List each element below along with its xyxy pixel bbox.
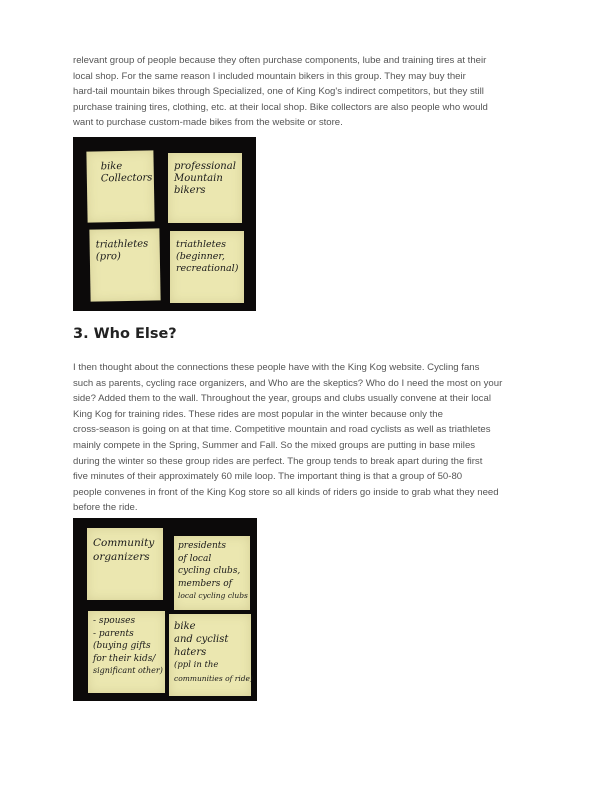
sticky-note-community-organizers: Community organizers [87,528,163,600]
sticky-note-mountain-bikers: professional Mountain bikers [168,153,242,223]
sticky-note-triathletes-recreational: triathletes (beginner, recreational) [170,231,244,303]
sticky-notes-photo-1 [73,137,256,311]
sticky-note-cyclist-haters: bike and cyclist haters (ppl in the communities of ride) [169,614,251,696]
sticky-note-spouses-parents: - spouses - parents (buying gifts for their kids/ significant other) [88,611,165,693]
sticky-note-cycling-clubs: presidents of local cycling clubs, members of local cycling clubs [174,536,250,610]
section-heading: 3. Who Else? [73,326,177,342]
sticky-notes-photo-2 [73,518,257,701]
sticky-note-bike-collectors: bike Collectors [86,150,154,222]
intro-paragraph: relevant group of people because they often purchase components, lube and training tires at their local shop. For the same reason I included mountain bikers in this group. They may buy their hard-tail mountain bikes through Specialized, one of King Kog's indirect competitors, but they still purchase training tires, clothing, etc. at their local shop. Bike collectors are also people who would want to purchase custom-made bikes from the website or store. [73,55,488,129]
section-paragraph: I then thought about the connections these people have with the King Kog website. Cycling fans such as parents, cycling race organizers, and Who are the skeptics? Who do I need the most on your side? Added them to the wall. Throughout the year, groups and clubs usually convene at their local King Kog for training rides. These rides are most popular in the winter because only the cross-season is going on at that time. Competitive mountain and road cyclists as well as triathletes mainly compete in the Spring, Summer and Fall. So the mixed groups are putting in base miles during the winter so these group rides are perfect. The group tends to break apart during the first five minutes of their approximately 60 mile loop. The important thing is that a group of 50-80 people convenes in front of the King Kog store so all kinds of riders go inside to grab what they need before the ride. [73,362,503,514]
sticky-note-triathletes-pro: triathletes (pro) [89,228,160,301]
